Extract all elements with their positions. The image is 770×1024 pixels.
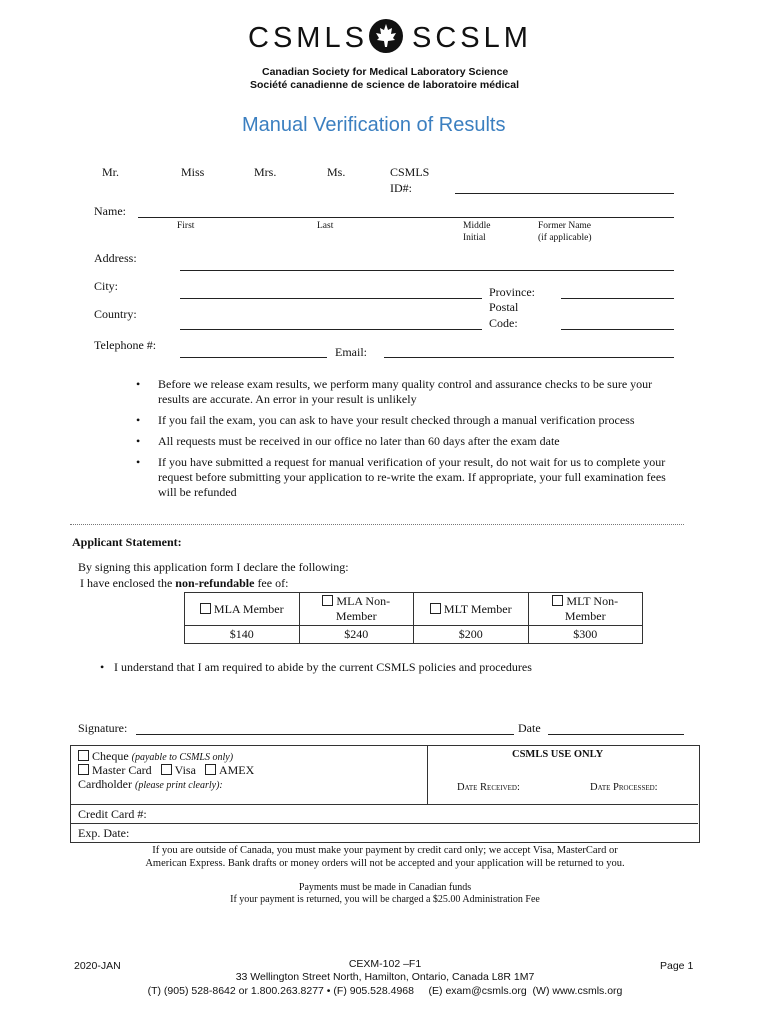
checkbox-icon[interactable] (78, 750, 89, 761)
name-field[interactable] (138, 217, 674, 218)
date-received-label: Date Received: (457, 782, 520, 793)
csmls-id-label-line2: ID#: (390, 181, 412, 195)
info-bullet: • If you fail the exam, you can ask to have your result checked through a manual verification process (136, 413, 681, 428)
date-field[interactable] (548, 734, 684, 735)
fee-option-mlt-non-member[interactable]: MLT Non- Member (528, 593, 643, 626)
cardholder-label: Cardholder (please print clearly): (78, 777, 223, 791)
last-name-caption: Last (317, 221, 334, 231)
cheque-option[interactable]: Cheque (payable to CSMLS only) (78, 749, 233, 764)
info-bullet: • Before we release exam results, we perform many quality control and assurance checks to be sure your results are accurate. An error in your result is unlikely (136, 377, 681, 407)
postal-code-label-line2: Code: (489, 316, 518, 330)
footer-date-code: 2020-JAN (74, 960, 121, 972)
footer-form-code: CEXM-102 –F1 (348, 958, 422, 970)
signature-field[interactable] (136, 734, 514, 735)
checkbox-icon[interactable] (78, 764, 89, 775)
mastercard-option[interactable]: Master Card (78, 763, 152, 777)
outside-canada-note-line1: If you are outside of Canada, you must make your payment by credit card only; we accept Visa, MasterCard or (152, 845, 618, 856)
amex-option[interactable]: AMEX (205, 763, 254, 777)
org-name-french: Société canadienne de science de laboratoire médical (250, 79, 520, 91)
telephone-label: Telephone #: (94, 338, 157, 352)
email-field[interactable] (384, 357, 674, 358)
info-bullet: • If you have submitted a request for manual verification of your result, do not wait for us to complete your request before submitting your application to re-write the exam. If appropriate, your full examination fees will be refunded (136, 455, 681, 500)
fee-option-mlt-member[interactable]: MLT Member (414, 593, 529, 626)
info-bullet: • All requests must be received in our office no later than 60 days after the exam date (136, 434, 681, 449)
telephone-field[interactable] (180, 357, 327, 358)
address-label: Address: (94, 251, 137, 265)
fee-amount: $300 (528, 626, 643, 644)
checkbox-icon[interactable] (161, 764, 172, 775)
footer-address: 33 Wellington Street North, Hamilton, Ontario, Canada L8R 1M7 (235, 971, 535, 983)
first-name-caption: First (177, 221, 195, 231)
city-field[interactable] (180, 298, 482, 299)
logo-text-left: CSMLS (248, 22, 368, 54)
title-mrs[interactable]: Mrs. (254, 165, 277, 179)
visa-option[interactable]: Visa (161, 763, 196, 777)
date-processed-label: Date Processed: (590, 782, 658, 793)
enclosed-fee-suffix: fee of: (254, 576, 289, 590)
middle-initial-caption-line1: Middle (463, 221, 491, 231)
country-label: Country: (94, 307, 137, 321)
fee-table (184, 592, 643, 644)
checkbox-icon[interactable] (200, 603, 211, 614)
csmls-id-label-line1: CSMLS (390, 165, 430, 179)
postal-code-field[interactable] (561, 329, 674, 330)
non-refundable-text: non-refundable (175, 576, 255, 590)
province-label: Province: (489, 285, 535, 299)
expiry-date-label[interactable]: Exp. Date: (78, 826, 130, 840)
returned-payment-note: If your payment is returned, you will be charged a $25.00 Administration Fee (230, 894, 540, 905)
address-field[interactable] (180, 270, 674, 271)
country-field[interactable] (180, 329, 482, 330)
checkbox-icon[interactable] (205, 764, 216, 775)
payment-row-divider (70, 823, 698, 824)
fee-option-mla-member[interactable]: MLA Member (185, 593, 300, 626)
fee-amount: $200 (414, 626, 529, 644)
checkbox-icon[interactable] (552, 595, 563, 606)
office-use-divider (427, 745, 428, 804)
office-use-heading: CSMLS USE ONLY (512, 749, 604, 760)
title-miss[interactable]: Miss (181, 165, 205, 179)
fee-amount: $240 (299, 626, 414, 644)
enclosed-fee-text: I have enclosed the (80, 576, 176, 590)
title-mr[interactable]: Mr. (102, 165, 120, 179)
maple-leaf-emblem-icon (368, 16, 404, 56)
email-label: Email: (335, 345, 367, 359)
policy-acknowledgement: I understand that I am required to abide by the current CSMLS policies and procedures (114, 660, 532, 674)
postal-code-label-line1: Postal (489, 300, 519, 314)
title-ms[interactable]: Ms. (327, 165, 346, 179)
checkbox-icon[interactable] (430, 603, 441, 614)
applicant-statement-heading: Applicant Statement: (72, 535, 182, 549)
date-label: Date (518, 721, 541, 735)
org-name-english: Canadian Society for Medical Laboratory Science (262, 66, 509, 78)
name-label: Name: (94, 204, 126, 218)
csmls-id-field[interactable] (455, 193, 674, 194)
declaration-line: By signing this application form I declare the following: (78, 560, 349, 574)
middle-initial-caption-line2: Initial (463, 233, 486, 243)
fee-option-mla-non-member[interactable]: MLA Non- Member (299, 593, 414, 626)
footer-page-number: Page 1 (660, 960, 694, 972)
card-type-options (78, 763, 254, 778)
enclosed-fee-line (80, 576, 288, 591)
fee-amount: $140 (185, 626, 300, 644)
section-divider (70, 524, 684, 525)
info-bullet-list (136, 377, 681, 506)
policy-bullet-icon: • (100, 660, 105, 674)
checkbox-icon[interactable] (322, 595, 333, 606)
credit-card-label[interactable]: Credit Card #: (78, 807, 147, 821)
former-name-caption-line1: Former Name (538, 221, 592, 231)
footer-contact: (T) (905) 528-8642 or 1.800.263.8277 • (F) 905.528.4968 (E) exam@csmls.org (W) www.csmls.org (147, 985, 623, 997)
signature-label: Signature: (78, 721, 128, 735)
form-title: Manual Verification of Results (242, 114, 506, 136)
city-label: City: (94, 279, 119, 293)
canadian-funds-note: Payments must be made in Canadian funds (298, 882, 472, 893)
former-name-caption-line2: (if applicable) (538, 233, 592, 243)
province-field[interactable] (561, 298, 674, 299)
logo-text-right: SCSLM (412, 22, 532, 54)
payment-row-divider (70, 804, 698, 805)
outside-canada-note-line2: American Express. Bank drafts or money orders will not be accepted and your application will be returned to you. (145, 858, 625, 869)
